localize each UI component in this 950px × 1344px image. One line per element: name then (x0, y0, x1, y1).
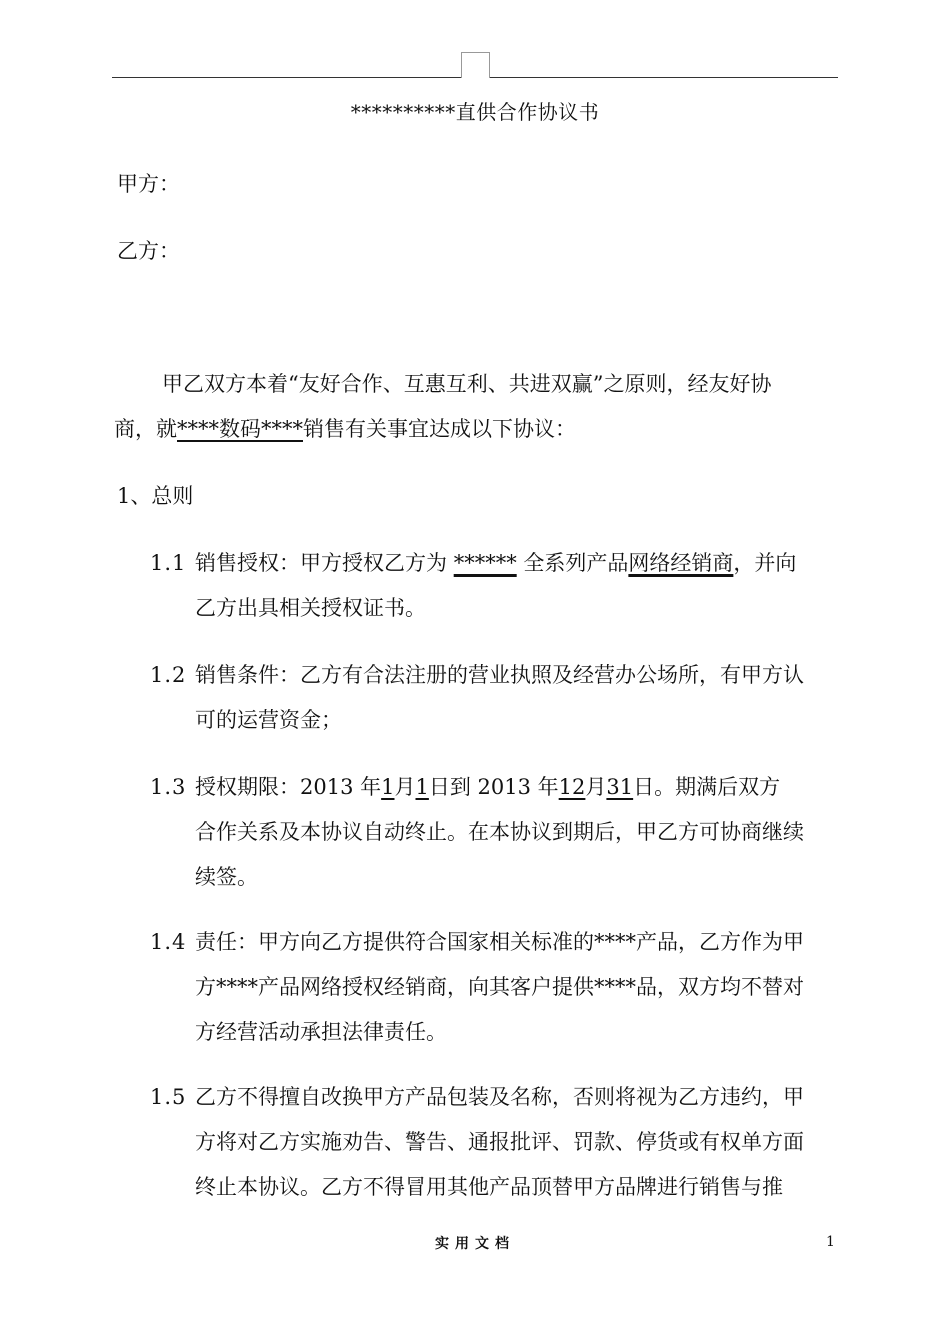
clause-number: 1.2 (150, 663, 187, 687)
intro-line-1: 甲乙双方本着“友好合作、互惠互利、共进双赢”之原则，经友好协 (162, 372, 772, 396)
clause-line: 责任：甲方向乙方提供符合国家相关标准的****产品，乙方作为甲 (195, 930, 804, 954)
clause-line: 可的运营资金； (195, 708, 342, 732)
clause-line: 终止本协议。乙方不得冒用其他产品顶替甲方品牌进行销售与推 (195, 1175, 783, 1199)
network-dealer-underlined: 网络经销商 (628, 551, 734, 575)
clause-line: 续签。 (195, 865, 258, 889)
clause-text: 月 (585, 775, 607, 799)
clause-1-4 (150, 920, 840, 1055)
clause-text: 全系列产品 (516, 551, 629, 575)
clause-text: 授权期限：2013 年 (195, 775, 382, 799)
page-number: 1 (826, 1234, 835, 1250)
clause-line: 方经营活动承担法律责任。 (195, 1020, 447, 1044)
party-b-label: 乙方： (117, 239, 180, 263)
start-month: 1 (381, 775, 395, 799)
end-month: 12 (558, 775, 586, 799)
header-box (461, 52, 490, 78)
document-title: **********直供合作协议书 (350, 100, 600, 124)
clause-number: 1.1 (150, 551, 187, 575)
clause-1-3 (150, 765, 840, 900)
intro-product-underlined: ****数码**** (177, 417, 303, 441)
clause-number: 1.4 (150, 930, 187, 954)
end-day: 31 (606, 775, 634, 799)
clause-number: 1.3 (150, 775, 187, 799)
clause-1-5 (150, 1075, 840, 1210)
clause-text: ，并向 (733, 551, 797, 575)
clause-text: 日。期满后双方 (633, 775, 781, 799)
clause-text: 月 (394, 775, 416, 799)
clause-text: 销售授权：甲方授权乙方为 (195, 551, 454, 575)
clause-text: 日到 2013 年 (428, 775, 559, 799)
clause-line: 乙方不得擅自改换甲方产品包装及名称，否则将视为乙方违约，甲 (195, 1085, 804, 1109)
clause-number: 1.5 (150, 1085, 187, 1109)
clause-line (195, 765, 840, 810)
intro-line-2-pre: 商，就 (114, 417, 177, 441)
clause-line (195, 541, 840, 586)
brand-placeholder-underlined: ****** (453, 551, 517, 575)
party-a-label: 甲方： (117, 172, 180, 196)
intro-line-2-post: 销售有关事宜达成以下协议： (303, 417, 576, 441)
clause-line: 方****产品网络授权经销商，向其客户提供****品，双方均不替对 (195, 975, 804, 999)
footer-label: 实用文档 (435, 1236, 515, 1252)
clause-line: 乙方出具相关授权证书。 (195, 596, 426, 620)
start-day: 1 (415, 775, 429, 799)
intro-line-2 (114, 407, 576, 452)
section-heading-general: 1、总则 (117, 484, 194, 508)
clause-1-1 (150, 541, 840, 631)
clause-line: 方将对乙方实施劝告、警告、通报批评、罚款、停货或有权单方面 (195, 1130, 804, 1154)
clause-line: 合作关系及本协议自动终止。在本协议到期后，甲乙方可协商继续 (195, 820, 804, 844)
clause-1-2 (150, 653, 840, 743)
clause-line: 销售条件：乙方有合法注册的营业执照及经营办公场所，有甲方认 (195, 663, 804, 687)
